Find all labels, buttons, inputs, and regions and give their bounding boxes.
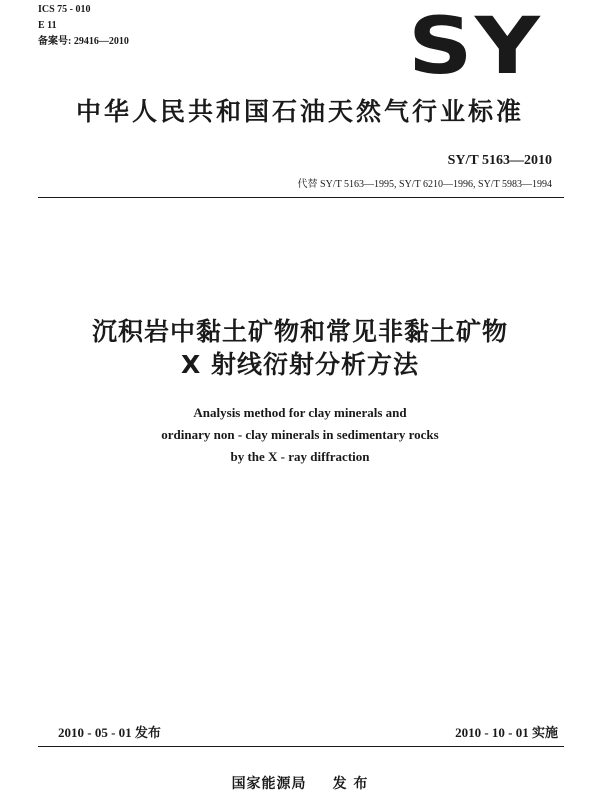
- ics-code: ICS 75 - 010: [38, 4, 91, 15]
- standard-title: 中华人民共和国石油天然气行业标准: [75, 97, 524, 126]
- sy-logo: SY: [408, 2, 543, 92]
- publisher-line: [0, 773, 600, 793]
- title-en-line1: Analysis method for clay minerals and: [193, 405, 407, 420]
- bottom-divider: [38, 746, 564, 747]
- top-divider: [38, 197, 564, 198]
- publisher-name: 国家能源局: [231, 776, 307, 792]
- title-en-line2: ordinary non - clay minerals in sedimentary rocks: [161, 427, 439, 442]
- title-cn-line2: X 射线衍射分析方法: [181, 350, 419, 379]
- issue-date: 2010 - 05 - 01 发布: [58, 725, 161, 740]
- classification-codes: [38, 2, 129, 50]
- title-en-line3: by the X - ray diffraction: [230, 449, 370, 464]
- record-number: 备案号: 29416—2010: [38, 36, 129, 47]
- title-en: [0, 402, 600, 468]
- category-code: E 11: [38, 20, 57, 31]
- standard-number: SY/T 5163—2010: [447, 153, 552, 168]
- title-cn-line1: 沉积岩中黏土矿物和常见非黏土矿物: [91, 317, 508, 346]
- publisher-action: 发 布: [332, 776, 369, 792]
- effective-date: 2010 - 10 - 01 实施: [455, 725, 558, 740]
- replaces-note: 代替 SY/T 5163—1995, SY/T 6210—1996, SY/T 5983—1994: [297, 179, 552, 190]
